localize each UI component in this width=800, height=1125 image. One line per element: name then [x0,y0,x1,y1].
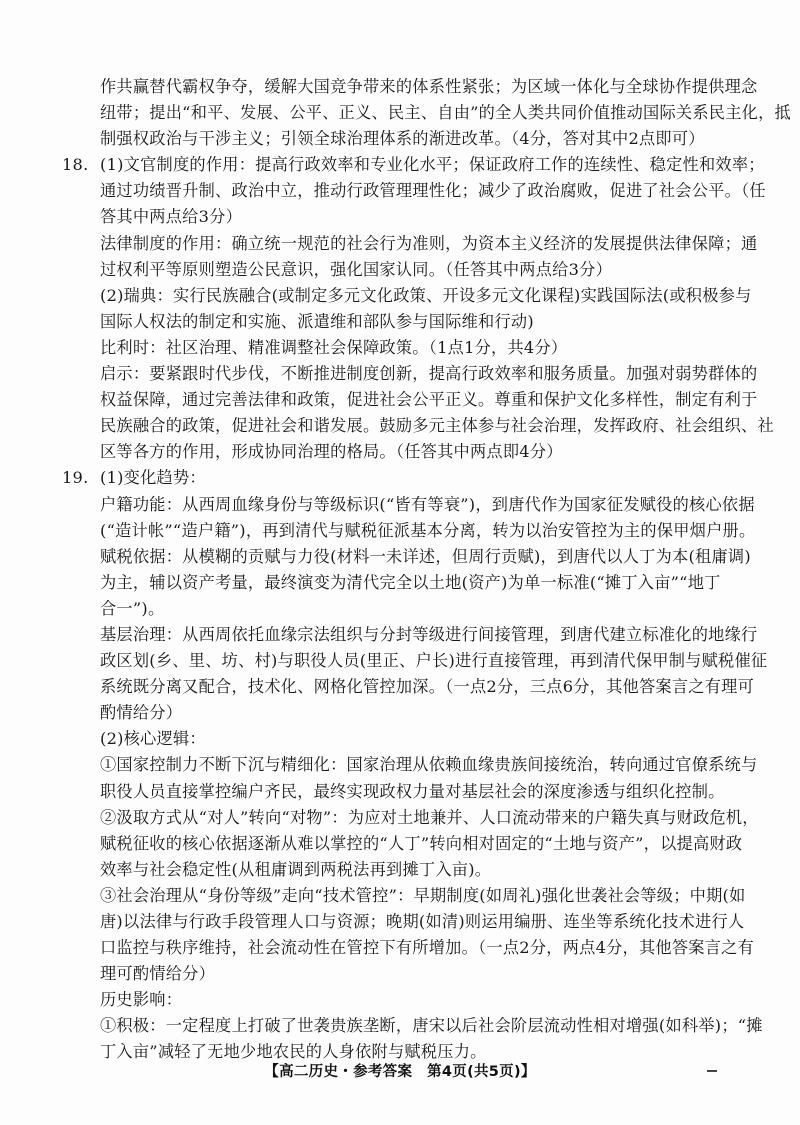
text-line: 政区划(乡、里、坊、村)与职役人员(里正、户长)进行直接管理，再到清代保甲制与赋税催征 [100,651,768,671]
text-line: 过权利平等原则塑造公民意识，强化国家认同。（任答其中两点给3分） [100,259,613,279]
text-line: (1)变化趋势： [100,468,206,488]
text-line: 理可酌情给分） [100,964,216,984]
question-18-first-line [62,152,765,178]
text-line: 作共赢替代霸权争夺，缓解大国竞争带来的体系性紧张；为区域一体化与全球协作提供理念 [100,77,758,96]
text-line: 答其中两点给3分） [100,207,243,227]
text-line: 赋税依据：从模糊的贡赋与力役(材料一未详述，但周行贡赋)，到唐代以人丁为本(租庸调) [100,546,751,566]
text-line: 赋税征收的核心依据逐渐从难以掌控的“人丁”转向相对固定的“土地与资产”，以提高财政 [100,833,743,853]
text-line: 通过功绩晋升制、政治中立，推动行政管理理性化；减少了政治腐败，促进了社会公平。（任 [100,181,766,201]
text-line: 合一”)。 [100,598,165,618]
text-line: 民族融合的政策，促进社会和谐发展。鼓励多元主体参与社会治理，发挥政府、社会组织、社 [100,416,774,436]
text-line: 丁入亩”减轻了无地少地农民的人身依附与赋税压力。 [100,1042,487,1062]
text-line: 纽带；提出“和平、发展、公平、正义、民主、自由”的全人类共同价值推动国际关系民主化，抵 [100,103,791,123]
text-line: 为主，辅以资产考量，最终演变为清代完全以土地(资产)为单一标准(“摊丁入亩”“地丁 [100,572,721,592]
text-line: 基层治理：从西周依托血缘宗法组织与分封等级进行间接管理，到唐代建立标准化的地缘行 [100,624,758,644]
text-line: 户籍功能：从西周血缘身份与等级标识(“皆有等衰”)，到唐代作为国家征发赋役的核心依据 [100,494,755,514]
text-line: ①国家控制力不断下沉与精细化：国家治理从依赖血缘贵族间接统治，转向通过官僚系统与 [100,755,758,775]
corner-mark [707,1070,717,1072]
text-line: 职役人员直接掌控编户齐民，最终实现政权力量对基层社会的深度渗透与组织化控制。 [100,781,725,801]
text-line: ①积极：一定程度上打破了世袭贵族垄断，唐宋以后社会阶层流动性相对增强(如科举)；“摊 [100,1016,763,1036]
text-line: (1)文官制度的作用：提高行政效率和专业化水平；保证政府工作的连续性、稳定性和效率； [100,155,765,175]
text-line: (“造计帐”“造户籍”)，再到清代与赋税征派基本分离，转为以治安管控为主的保甲烟户册。 [100,520,756,540]
text-line: 效率与社会稳定性(从租庸调到两税法再到摊丁入亩)。 [100,859,492,879]
text-line: 历史影响： [100,990,183,1010]
text-line: 制强权政治与干涉主义；引领全球治理体系的渐进改革。（4分，答对其中2点即可） [100,129,705,149]
text-line: 系统既分离又配合，技术化、网格化管控加深。（一点2分，三点6分，其他答案言之有理可 [100,677,755,697]
text-line: 启示：要紧跟时代步伐，不断推进制度创新，提高行政效率和服务质量。加强对弱势群体的 [100,364,758,384]
text-line: 区等各方的作用，形成协同治理的格局。（任答其中两点即4分） [100,442,563,462]
text-line: 酌情给分） [100,703,183,723]
question-19-first-line [62,465,742,491]
text-line: ②汲取方式从“对人”转向“对物”：为应对土地兼并、人口流动带来的户籍失真与财政危机， [100,807,759,827]
text-line: ③社会治理从“身份等级”走向“技术管控”：早期制度(如周礼)强化世袭社会等级；中期(如 [100,885,746,905]
text-line: 权益保障，通过完善法律和政策，促进社会公平正义。尊重和保护文化多样性，制定有利于 [100,390,758,410]
answer-text-block [62,74,791,1066]
question-number: 18. [62,155,89,175]
question-number: 19. [62,468,89,488]
page-footer: 【高二历史・参考答案 第4页(共5页)】 [264,1064,536,1080]
text-line: (2)核心逻辑： [100,729,206,749]
text-line: 国际人权法的制定和实施、派遣维和部队参与国际维和行动) [100,311,534,331]
text-line: 比利时：社区治理、精准调整社会保障政策。（1点1分，共4分） [100,337,568,357]
text-line: 口监控与秩序维持，社会流动性在管控下有所增加。（一点2分，两点4分，其他答案言之有 [100,938,755,958]
text-line: (2)瑞典：实行民族融合(或制定多元文化政策、开设多元文化课程)实践国际法(或积极参与 [100,285,752,305]
text-line: 法律制度的作用：确立统一规范的社会行为准则，为资本主义经济的发展提供法律保障；通 [100,233,758,253]
text-line: 唐)以法律与行政手段管理人口与资源；晚期(如清)则运用编册、连坐等系统化技术进行人 [100,912,745,931]
